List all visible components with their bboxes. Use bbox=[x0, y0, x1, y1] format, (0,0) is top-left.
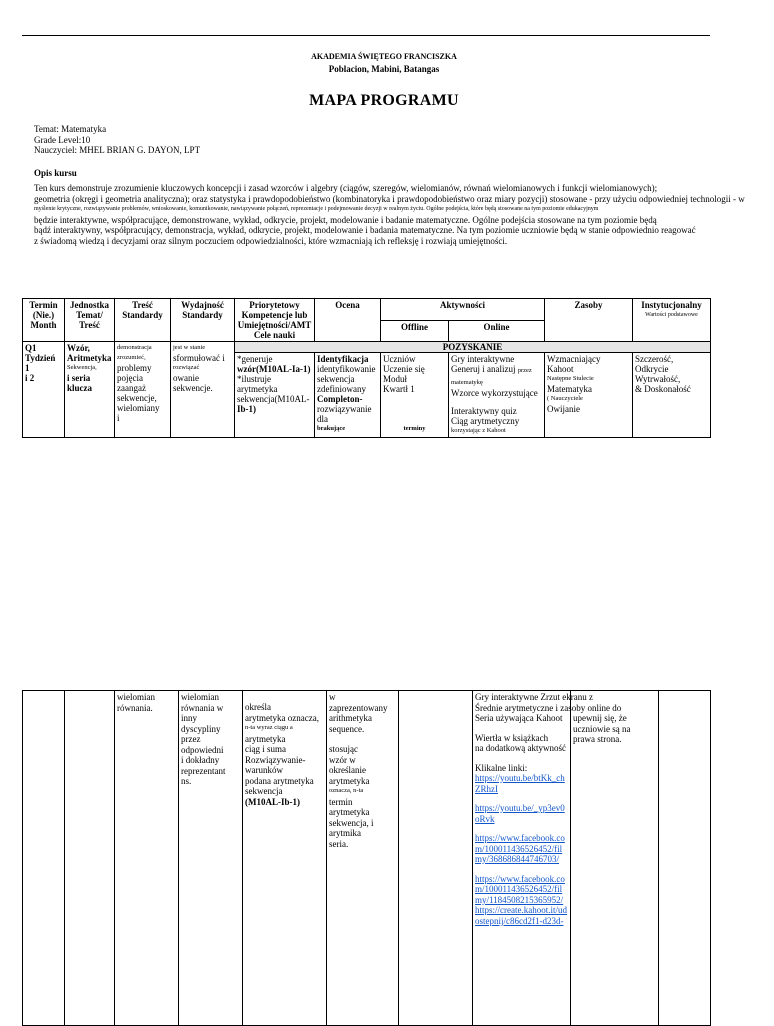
online-line-3: Wzorce wykorzystujące bbox=[451, 388, 538, 398]
term-q: Q1 bbox=[25, 343, 37, 353]
assessment-line-4: rozwiązywanie dla bbox=[317, 404, 372, 424]
resources-line-2: Kahoot bbox=[547, 364, 574, 374]
table-row bbox=[23, 691, 711, 1026]
link-youtube-2[interactable]: https://youtu.be/_yp3ev0oRvk bbox=[475, 803, 565, 824]
assessment-type-2: Completon- bbox=[317, 394, 363, 404]
desc-line-1: Ten kurs demonstruje zrozumienie kluczowych koncepcji i zasad wzorców i algebry (ciągów, szeregów, wielomianów, równań wielomianowych i funkcji wielomianowych); bbox=[34, 183, 658, 193]
header-activities: Aktywności bbox=[381, 299, 545, 321]
resources-line-6: Owijanie bbox=[547, 404, 581, 414]
cont-performance-9: ns. bbox=[181, 776, 192, 786]
competency-2: *ilustruje bbox=[237, 374, 271, 384]
content-standard-cell bbox=[115, 342, 171, 438]
content-line-2: problemy bbox=[117, 363, 152, 373]
unit-cell bbox=[65, 342, 115, 438]
desc-line-6: z świadomą wiedzą i decyzjami oraz silnym poczuciem odpowiedzialności, które wzmacniają ich refleksję i rozwiają umiejętności. bbox=[34, 235, 508, 246]
cont-assess-11: arytmetyka bbox=[329, 807, 370, 817]
cont-assess-3: arithmetyka bbox=[329, 713, 372, 723]
cont-assess-6: wzór w bbox=[329, 754, 356, 765]
online-line-2-main: Generuj i analizuj bbox=[451, 364, 516, 374]
cont-assess-12: sekwencja, i bbox=[329, 817, 374, 828]
cont-term-cell bbox=[23, 691, 65, 1026]
cont-resources-2: uczniowie są na bbox=[573, 723, 631, 734]
resources-line-5: ( Nauczyciele bbox=[547, 395, 583, 402]
resources-line-3: Następne Stulecie bbox=[547, 375, 594, 382]
assessment-cell bbox=[315, 353, 381, 438]
term-week: Tydzień 1 bbox=[25, 353, 56, 373]
cont-online-2: Średnie arytmetyczne i zasoby online do bbox=[475, 702, 622, 713]
cont-assess-10: termin bbox=[329, 796, 353, 807]
top-rule bbox=[22, 35, 710, 36]
performance-standard-cell bbox=[171, 342, 235, 438]
school-address: Poblacion, Mabini, Batangas bbox=[328, 64, 440, 74]
cont-assess-2: zaprezentowany bbox=[329, 702, 388, 713]
assessment-line-2: sekwencja bbox=[317, 374, 355, 384]
performance-line-5: sekwencje. bbox=[173, 383, 213, 393]
cont-performance-8: reprezentant bbox=[181, 765, 226, 776]
cont-comp-7: podana arytmetyka bbox=[245, 775, 314, 786]
cont-assess-13: arytmika bbox=[329, 828, 361, 838]
page-title: MAPA PROGRAMU bbox=[309, 92, 459, 109]
cont-content-1: wielomian bbox=[117, 692, 155, 702]
table-row bbox=[23, 342, 711, 353]
content-demo: demonstracja bbox=[117, 344, 152, 351]
content-line-5: wielomiany bbox=[117, 403, 160, 413]
cont-resources-1: upewnij się, że bbox=[573, 713, 627, 723]
term-cell bbox=[23, 342, 65, 438]
online-line-1: Gry interaktywne bbox=[451, 354, 515, 364]
grade-line: Grade Level:10 bbox=[34, 134, 91, 145]
unit-sequence: Sekwencja, bbox=[67, 364, 97, 371]
header-offline: Offline bbox=[381, 320, 449, 342]
cont-online-1: Gry interaktywne Zrzut ekranu z bbox=[475, 692, 593, 702]
content-line-3: pojęcia zaangaż bbox=[117, 373, 146, 393]
cont-comp-2: arytmetyka oznacza, bbox=[245, 712, 319, 723]
cont-comp-9: (M10AL-Ib-1) bbox=[245, 796, 300, 807]
cont-values-cell bbox=[659, 691, 711, 1026]
cont-resources-3: prawa strona. bbox=[573, 734, 622, 744]
performance-line-2: rozwiązać bbox=[173, 364, 200, 371]
assessment-line-5: brakujące bbox=[317, 425, 346, 432]
value-4: & Doskonałość bbox=[635, 384, 691, 394]
competency-1: *generuje bbox=[237, 354, 273, 364]
cont-links-label: Klikalne linki: bbox=[475, 762, 528, 773]
unit-tail: i seria klucza bbox=[67, 373, 93, 393]
performance-line-4: owanie bbox=[173, 373, 199, 383]
course-meta bbox=[34, 124, 200, 156]
cont-comp-3: n-ta wyraz ciągu a bbox=[245, 724, 293, 731]
assessment-line-3: zdefiniowany bbox=[317, 384, 366, 394]
term-week-2: i 2 bbox=[25, 373, 35, 383]
cont-competency-cell bbox=[243, 691, 327, 1026]
performance-line-1: sformułować i bbox=[173, 353, 225, 363]
online-line-4: Interaktywny quiz bbox=[451, 406, 517, 416]
assessment-type-1: Identyfikacja bbox=[317, 354, 369, 364]
continuation-table bbox=[22, 690, 711, 1026]
header-unit: Jednostka Temat/ Treść bbox=[65, 299, 115, 342]
resources-cell bbox=[545, 353, 633, 438]
header-assessment: Ocena bbox=[315, 299, 381, 342]
link-facebook-1[interactable]: https://www.facebook.com/100011436526452/filmy/368686844746703/ bbox=[475, 833, 565, 864]
cont-performance-1: wielomian bbox=[181, 692, 219, 702]
cont-comp-8: sekwencja bbox=[245, 786, 283, 796]
cont-performance-5: przez bbox=[181, 734, 201, 744]
values-cell bbox=[633, 353, 711, 438]
value-3: Wytrwałość, bbox=[635, 374, 681, 384]
content-line-4: sekwencje, bbox=[117, 393, 157, 403]
cont-assess-8: arytmetyka bbox=[329, 775, 370, 786]
header-institutional-label: Instytucjonalny bbox=[641, 300, 702, 310]
content-line-6: i bbox=[117, 413, 120, 423]
header-term: Termin (Nie.) Month bbox=[23, 299, 65, 342]
competency-2-line-1: arytmetyka bbox=[237, 384, 278, 394]
online-line-2-small: przez matematykę bbox=[451, 367, 532, 386]
course-description-heading: Opis kursu bbox=[34, 168, 77, 178]
value-2: Odkrycie bbox=[635, 364, 669, 374]
cont-performance-cell bbox=[179, 691, 243, 1026]
value-1: Szczerość, bbox=[635, 354, 674, 364]
cont-assess-14: seria. bbox=[329, 838, 349, 849]
offline-line-3: Moduł bbox=[383, 374, 408, 384]
teacher-line: Nauczyciel: MHEL BRIAN G. DAYON, LPT bbox=[34, 145, 201, 155]
cont-online-3: Seria używająca Kahoot bbox=[475, 713, 563, 723]
desc-line-5: bądź interaktywny, współpracujący, demonstracja, wykład, odkrycie, projekt, modelowanie i badania matematyczne. Na tym poziomie uczniowie będą w stanie odpowiednio reagować bbox=[34, 225, 696, 236]
course-description bbox=[34, 183, 774, 247]
cont-comp-4: arytmetyka bbox=[245, 733, 286, 744]
cont-performance-4: dyscypliny bbox=[181, 723, 221, 734]
cont-assess-4: sequence. bbox=[329, 723, 365, 734]
unit-title: Wzór, Aritmetyka bbox=[67, 343, 112, 363]
cont-comp-1: określa bbox=[245, 702, 271, 712]
cont-comp-6: warunków bbox=[245, 765, 283, 775]
cont-assessment-cell bbox=[327, 691, 399, 1026]
cont-content-2: równania. bbox=[117, 702, 153, 713]
header-performance: Wydajność Standardy bbox=[171, 299, 235, 342]
online-cell bbox=[449, 353, 545, 438]
cont-online-4: Wiertła w książkach bbox=[475, 732, 549, 743]
school-name: AKADEMIA ŚWIĘTEGO FRANCISZKA bbox=[311, 52, 457, 61]
offline-cell bbox=[381, 353, 449, 438]
desc-line-4: będzie interaktywne, współpracujące, demonstrowane, wykład, odkrycie, projekt, modelowanie i badanie matematyczne. Ogólne podejścia stosowane na tym poziomie będą bbox=[34, 214, 657, 225]
competency-cell bbox=[235, 353, 315, 438]
offline-line-1: Uczniów bbox=[383, 354, 416, 364]
cont-assess-9: oznacza, n-ta bbox=[329, 787, 364, 794]
cont-resources-cell bbox=[571, 691, 659, 1026]
cont-performance-7: i dokładny bbox=[181, 755, 220, 765]
link-facebook-2[interactable]: https://www.facebook.com/100011436526452/filmy/1184508215365952/ bbox=[475, 873, 565, 905]
cont-offline-cell bbox=[399, 691, 473, 1026]
header-institutional-sub: Wartości podstawowe bbox=[645, 312, 698, 318]
competency-2-line-3: Ib-1) bbox=[237, 404, 257, 414]
curriculum-table bbox=[22, 298, 711, 438]
content-line-1: zrozumieć, bbox=[117, 354, 146, 361]
cont-online-5: na dodatkową aktywność bbox=[475, 743, 566, 753]
header-content: Treść Standardy bbox=[115, 299, 171, 342]
resources-line-4: Matematyka bbox=[547, 384, 592, 394]
table-header-row bbox=[23, 299, 711, 321]
cont-assess-5: stosując bbox=[329, 744, 358, 754]
subject-line: Temat: Matematyka bbox=[34, 124, 107, 134]
offline-line-4: Kwartł 1 bbox=[383, 384, 415, 394]
cont-comp-5: ciąg i suma Rozwiązywanie- bbox=[245, 744, 306, 765]
header-resources: Zasoby bbox=[545, 299, 633, 342]
cont-assess-7: określanie bbox=[329, 765, 366, 775]
section-acquisition: POZYSKANIE bbox=[235, 342, 711, 353]
competency-2-line-2: sekwencja(M10AL- bbox=[237, 394, 310, 404]
header-competencies: Priorytetowy Kompetencje lub Umiejętności/AMT Cele nauki bbox=[235, 299, 315, 342]
online-line-2 bbox=[451, 364, 542, 388]
cont-assess-1: w bbox=[329, 692, 336, 702]
cont-performance-2: równania w bbox=[181, 702, 224, 713]
cont-content-cell bbox=[115, 691, 179, 1026]
link-kahoot[interactable]: https://create.kahoot.it/udostepnij/c86cd2f1-d23d- bbox=[475, 905, 567, 926]
online-line-5: Ciąg arytmetyczny bbox=[451, 416, 520, 426]
online-line-6: korzystając z Kahoot bbox=[451, 427, 506, 434]
offline-bottom: terminy bbox=[403, 425, 426, 432]
offline-line-2: Uczenie się bbox=[383, 364, 425, 374]
performance-line-0: jest w stanie bbox=[173, 344, 206, 351]
cont-performance-6: odpowiedni bbox=[181, 744, 224, 755]
competency-1-code: wzór(M10AL-Ia-1) bbox=[237, 364, 311, 374]
desc-line-3: myślenie krytyczne, rozwiązywanie problemów, wnioskowanie, komunikowanie, nawiązywanie połączeń, reprezentacje i podejmowanie decyzji w realnym życiu. Ogólne podejścia, które będą stosowane na tym poziomie edukacyjnym bbox=[34, 206, 599, 213]
desc-line-2: geometria (okręgi i geometria analityczna); oraz statystyka i prawdopodobieństwo (kombinatoryka i prawdopodobieństwo oraz miary pozycji) stosowane - przy użyciu odpowiedniej technologii - w bbox=[34, 193, 745, 204]
cont-performance-3: inny bbox=[181, 713, 198, 723]
assessment-line-1: identyfikowanie bbox=[317, 364, 376, 374]
cont-unit-cell bbox=[65, 691, 115, 1026]
header-online: Online bbox=[449, 320, 545, 342]
resources-line-1: Wzmacniający bbox=[547, 354, 601, 364]
header-institutional bbox=[633, 299, 711, 342]
link-youtube-1[interactable]: https://youtu.be/btKk_chZRhzI bbox=[475, 773, 565, 794]
